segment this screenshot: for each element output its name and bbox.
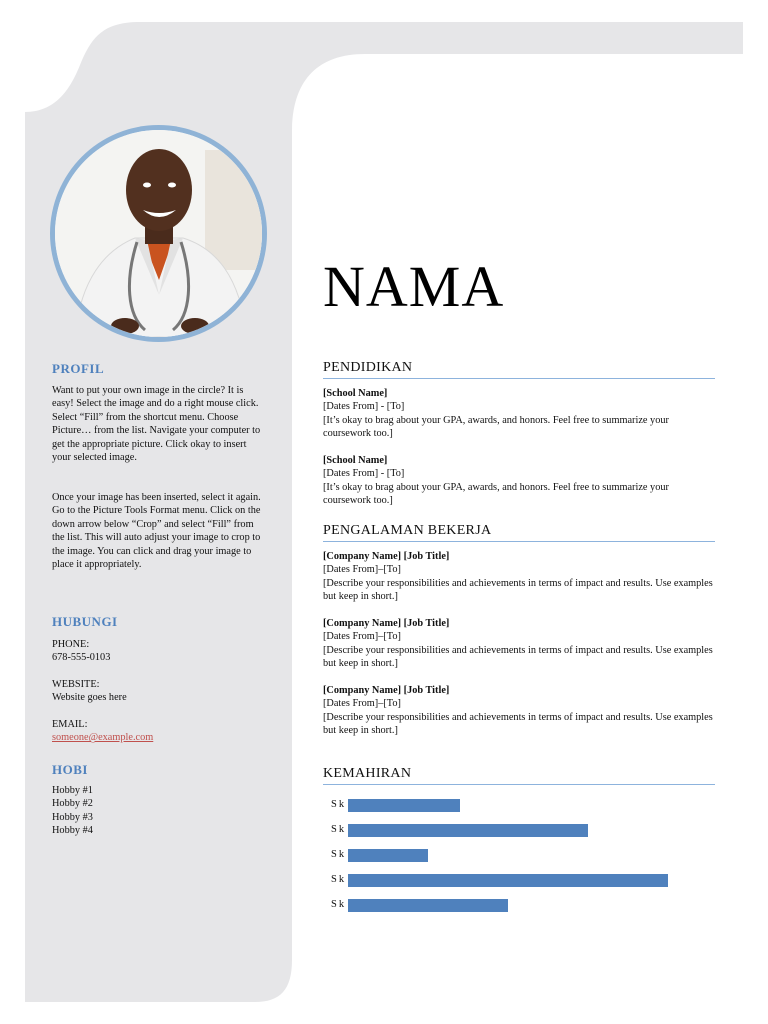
resume-name: NAMA bbox=[323, 254, 505, 319]
education-description: [It’s okay to brag about your GPA, awards, and honors. Feel free to summarize your coursework too.] bbox=[323, 481, 669, 507]
email-link[interactable]: someone@example.com bbox=[52, 732, 154, 744]
skill-row bbox=[331, 873, 711, 887]
job-description: [Describe your responsibilities and achievements in terms of impact and results. Use examples but keep in short.] bbox=[323, 644, 713, 670]
skill-row bbox=[331, 848, 711, 862]
education-entry bbox=[323, 387, 715, 441]
phone-label: PHONE: bbox=[52, 639, 90, 650]
education-heading: PENDIDIKAN bbox=[323, 360, 715, 379]
profile-photo[interactable] bbox=[55, 130, 262, 337]
profile-paragraph-1: Want to put your own image in the circle? It is easy! Select the image and do a right mouse click. Select “Fill” from the shortcut menu. Choose Picture… from the list. Navigate your computer to get the appropriate picture. Click okay to insert your selected image. bbox=[52, 385, 261, 464]
website-label: WEBSITE: bbox=[52, 679, 100, 690]
profile-paragraph-2: Once your image has been inserted, select it again. Go to the Picture Tools Format menu. Click on the down arrow below “Crop” and select “Fill” from the list. This will auto adjust your image to crop to the image. You can click and drag your image to place it appropriately. bbox=[52, 492, 261, 571]
skill-label: Sk bbox=[331, 799, 347, 810]
job-dates: [Dates From]–[To] bbox=[323, 698, 401, 710]
hobby-item: Hobby #3 bbox=[52, 811, 93, 823]
contact-heading: HUBUNGI bbox=[52, 614, 118, 629]
skill-label: Sk bbox=[331, 899, 347, 910]
website-value: Website goes here bbox=[52, 692, 127, 704]
skill-bar bbox=[348, 824, 588, 837]
skill-row bbox=[331, 798, 711, 812]
job-dates: [Dates From]–[To] bbox=[323, 564, 401, 576]
skill-bar bbox=[348, 799, 460, 812]
doctor-portrait-image bbox=[55, 130, 262, 337]
education-entry bbox=[323, 454, 715, 508]
skill-row bbox=[331, 823, 711, 837]
skill-label: Sk bbox=[331, 874, 347, 885]
hobby-item: Hobby #2 bbox=[52, 798, 93, 810]
profile-heading: PROFIL bbox=[52, 361, 105, 376]
email-block bbox=[52, 718, 267, 745]
email-label: EMAIL: bbox=[52, 719, 88, 730]
job-title: [Company Name] [Job Title] bbox=[323, 685, 450, 696]
experience-heading: PENGALAMAN BEKERJA bbox=[323, 523, 715, 542]
experience-entry bbox=[323, 550, 715, 604]
job-description: [Describe your responsibilities and achievements in terms of impact and results. Use examples but keep in short.] bbox=[323, 711, 713, 737]
skill-row bbox=[331, 898, 711, 912]
job-description: [Describe your responsibilities and achievements in terms of impact and results. Use examples but keep in short.] bbox=[323, 577, 713, 603]
job-title: [Company Name] [Job Title] bbox=[323, 551, 450, 562]
skill-bar bbox=[348, 899, 508, 912]
phone-value: 678-555-0103 bbox=[52, 652, 111, 664]
education-description: [It’s okay to brag about your GPA, awards, and honors. Feel free to summarize your coursework too.] bbox=[323, 414, 669, 440]
school-name: [School Name] bbox=[323, 455, 388, 466]
hobby-item: Hobby #4 bbox=[52, 825, 93, 837]
hobbies-heading: HOBI bbox=[52, 762, 88, 777]
phone-block bbox=[52, 638, 267, 665]
experience-entry bbox=[323, 684, 715, 738]
skill-label: Sk bbox=[331, 824, 347, 835]
skill-bar bbox=[348, 874, 668, 887]
website-block bbox=[52, 678, 267, 705]
school-name: [School Name] bbox=[323, 388, 388, 399]
job-title: [Company Name] [Job Title] bbox=[323, 618, 450, 629]
skill-label: Sk bbox=[331, 849, 347, 860]
experience-entry bbox=[323, 617, 715, 671]
hobbies-list bbox=[52, 784, 267, 838]
education-dates: [Dates From] - [To] bbox=[323, 468, 405, 480]
skills-heading: KEMAHIRAN bbox=[323, 766, 715, 785]
education-dates: [Dates From] - [To] bbox=[323, 401, 405, 413]
skill-bar bbox=[348, 849, 428, 862]
hobby-item: Hobby #1 bbox=[52, 785, 93, 796]
job-dates: [Dates From]–[To] bbox=[323, 631, 401, 643]
